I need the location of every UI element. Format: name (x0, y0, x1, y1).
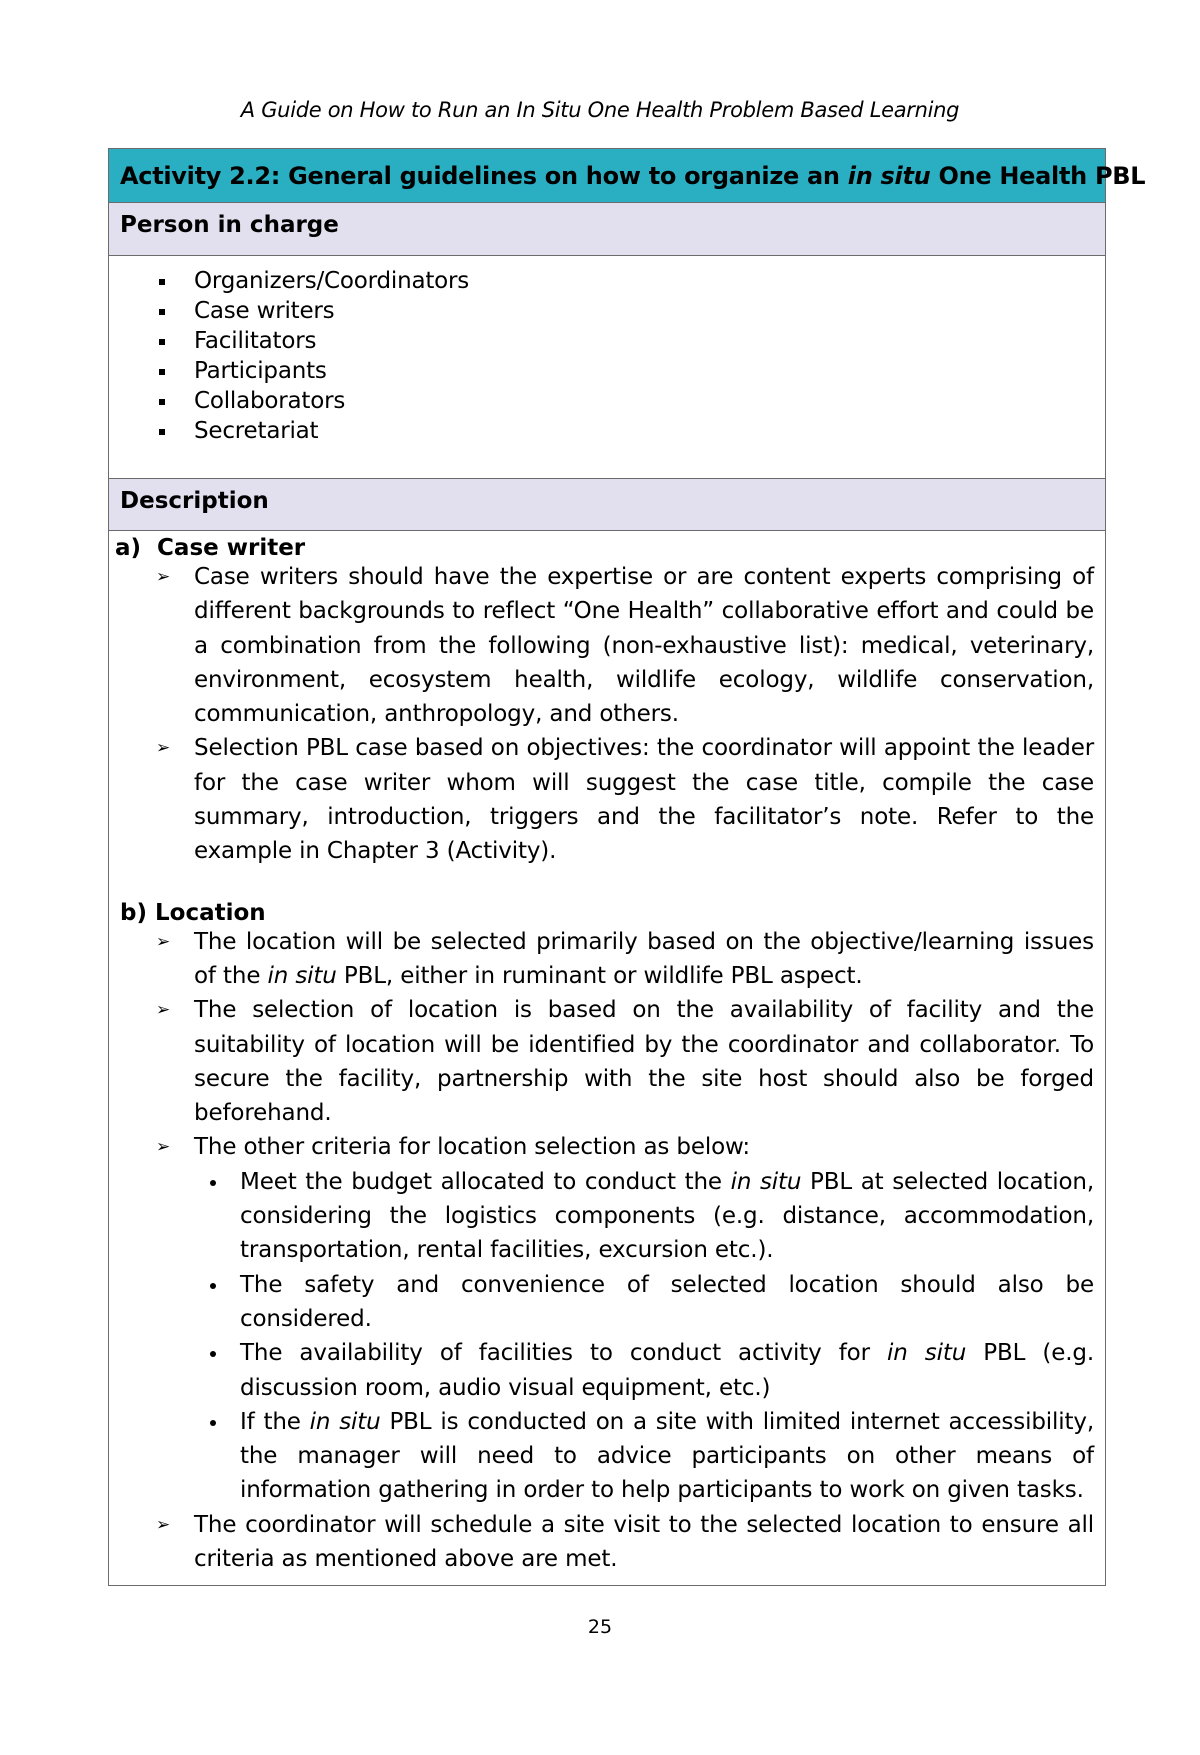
person-list (109, 266, 1105, 446)
list-item-text: Case writers should have the expertise or are content experts comprising of different backgrounds to reflect “One Health” collaborative effort and could be a combination from the following (non-exhaustive list): medical, veterinary, environment, ecosystem health, wildlife ecology, wildlife conservation, communication, anthropology, and others. (194, 564, 1094, 728)
title-italic: in situ (847, 161, 931, 190)
list-item-text: PBL, either in ruminant or wildlife PBL aspect. (336, 962, 863, 989)
list-item-text: The location will be selected primarily based on the objective/learning issues of the (194, 928, 1094, 989)
italic-text: in situ (730, 1168, 802, 1195)
table-title (109, 149, 1146, 203)
list-item-text: Meet the budget allocated to conduct the (240, 1168, 731, 1195)
italic-text: in situ (267, 962, 337, 989)
arrow-bullet-icon: ➢ (156, 931, 171, 952)
italic-text: in situ (309, 1408, 381, 1435)
arrow-bullet-icon: ➢ (156, 1514, 171, 1535)
list-item: Case writers (109, 296, 1105, 326)
person-in-charge-cell (109, 256, 1105, 478)
list-item: Participants (109, 356, 1105, 386)
arrow-bullet-icon: ➢ (156, 1137, 171, 1158)
arrow-bullet-icon: ➢ (156, 1000, 171, 1021)
list-item (109, 925, 1105, 994)
case-writer-list (109, 560, 1105, 869)
list-item-text: The availability of facilities to conduct activity for (240, 1340, 888, 1367)
list-item (109, 560, 1105, 731)
description-cell (109, 531, 1105, 1576)
list-item (194, 1268, 1094, 1337)
list-item-text: The selection of location is based on the availability of facility and the suitability of location will be identified by the coordinator and collaborator. To secure the facility, partnership with the site host should also be forged beforehand. (194, 997, 1094, 1127)
case-writer-heading: a) Case writer (115, 535, 306, 561)
list-item-text: The coordinator will schedule a site visit to the selected location to ensure all criteria as mentioned above are met. (194, 1511, 1094, 1573)
location-heading: b) Location (120, 899, 266, 926)
arrow-bullet-icon: ➢ (156, 567, 171, 587)
arrow-bullet-icon: ➢ (156, 738, 171, 759)
list-item (109, 993, 1105, 1130)
title-suffix: One Health PBL (930, 161, 1146, 190)
list-item: Organizers/Coordinators (109, 266, 1105, 296)
person-in-charge-heading: Person in charge (109, 203, 1105, 256)
list-item (194, 1165, 1094, 1268)
location-list (109, 925, 1105, 1577)
list-item (194, 1336, 1094, 1405)
page-number: 25 (587, 1616, 613, 1638)
list-item (109, 731, 1105, 868)
list-item-text: PBL (e.g. discussion room, audio visual equipment, etc.) (240, 1340, 1094, 1401)
title-prefix: Activity 2.2: General guidelines on how to organize an (120, 161, 848, 190)
list-item (109, 1130, 1105, 1507)
list-item-text: PBL at selected location, considering the logistics components (e.g. distance, accommodation, transportation, rental facilities, excursion etc.). (240, 1168, 1095, 1264)
list-item (194, 1405, 1094, 1508)
activity-table (108, 148, 1146, 1586)
description-heading: Description (109, 478, 1105, 531)
list-item: Secretariat (109, 416, 1105, 446)
criteria-list (194, 1165, 1094, 1508)
list-item: Facilitators (109, 326, 1105, 356)
list-item-text: The safety and convenience of selected location should also be considered. (240, 1271, 1094, 1332)
list-item: Collaborators (109, 386, 1105, 416)
list-item-text: The other criteria for location selection as below: (194, 1134, 751, 1161)
list-item-text: PBL is conducted on a site with limited internet accessibility, the manager will need to advice participants on other means of information gathering in order to help participants to work on given tasks. (240, 1408, 1094, 1504)
list-item-text: If the (240, 1408, 310, 1435)
italic-text: in situ (887, 1340, 967, 1367)
running-header: A Guide on How to Run an In Situ One Health Problem Based Learning (240, 98, 960, 122)
list-item-text: Selection PBL case based on objectives: the coordinator will appoint the leader for the case writer whom will suggest the case title, compile the case summary, introduction, triggers and the facilitator’s note. Refer to the example in Chapter 3 (Activity). (194, 735, 1094, 865)
list-item (109, 1508, 1105, 1577)
